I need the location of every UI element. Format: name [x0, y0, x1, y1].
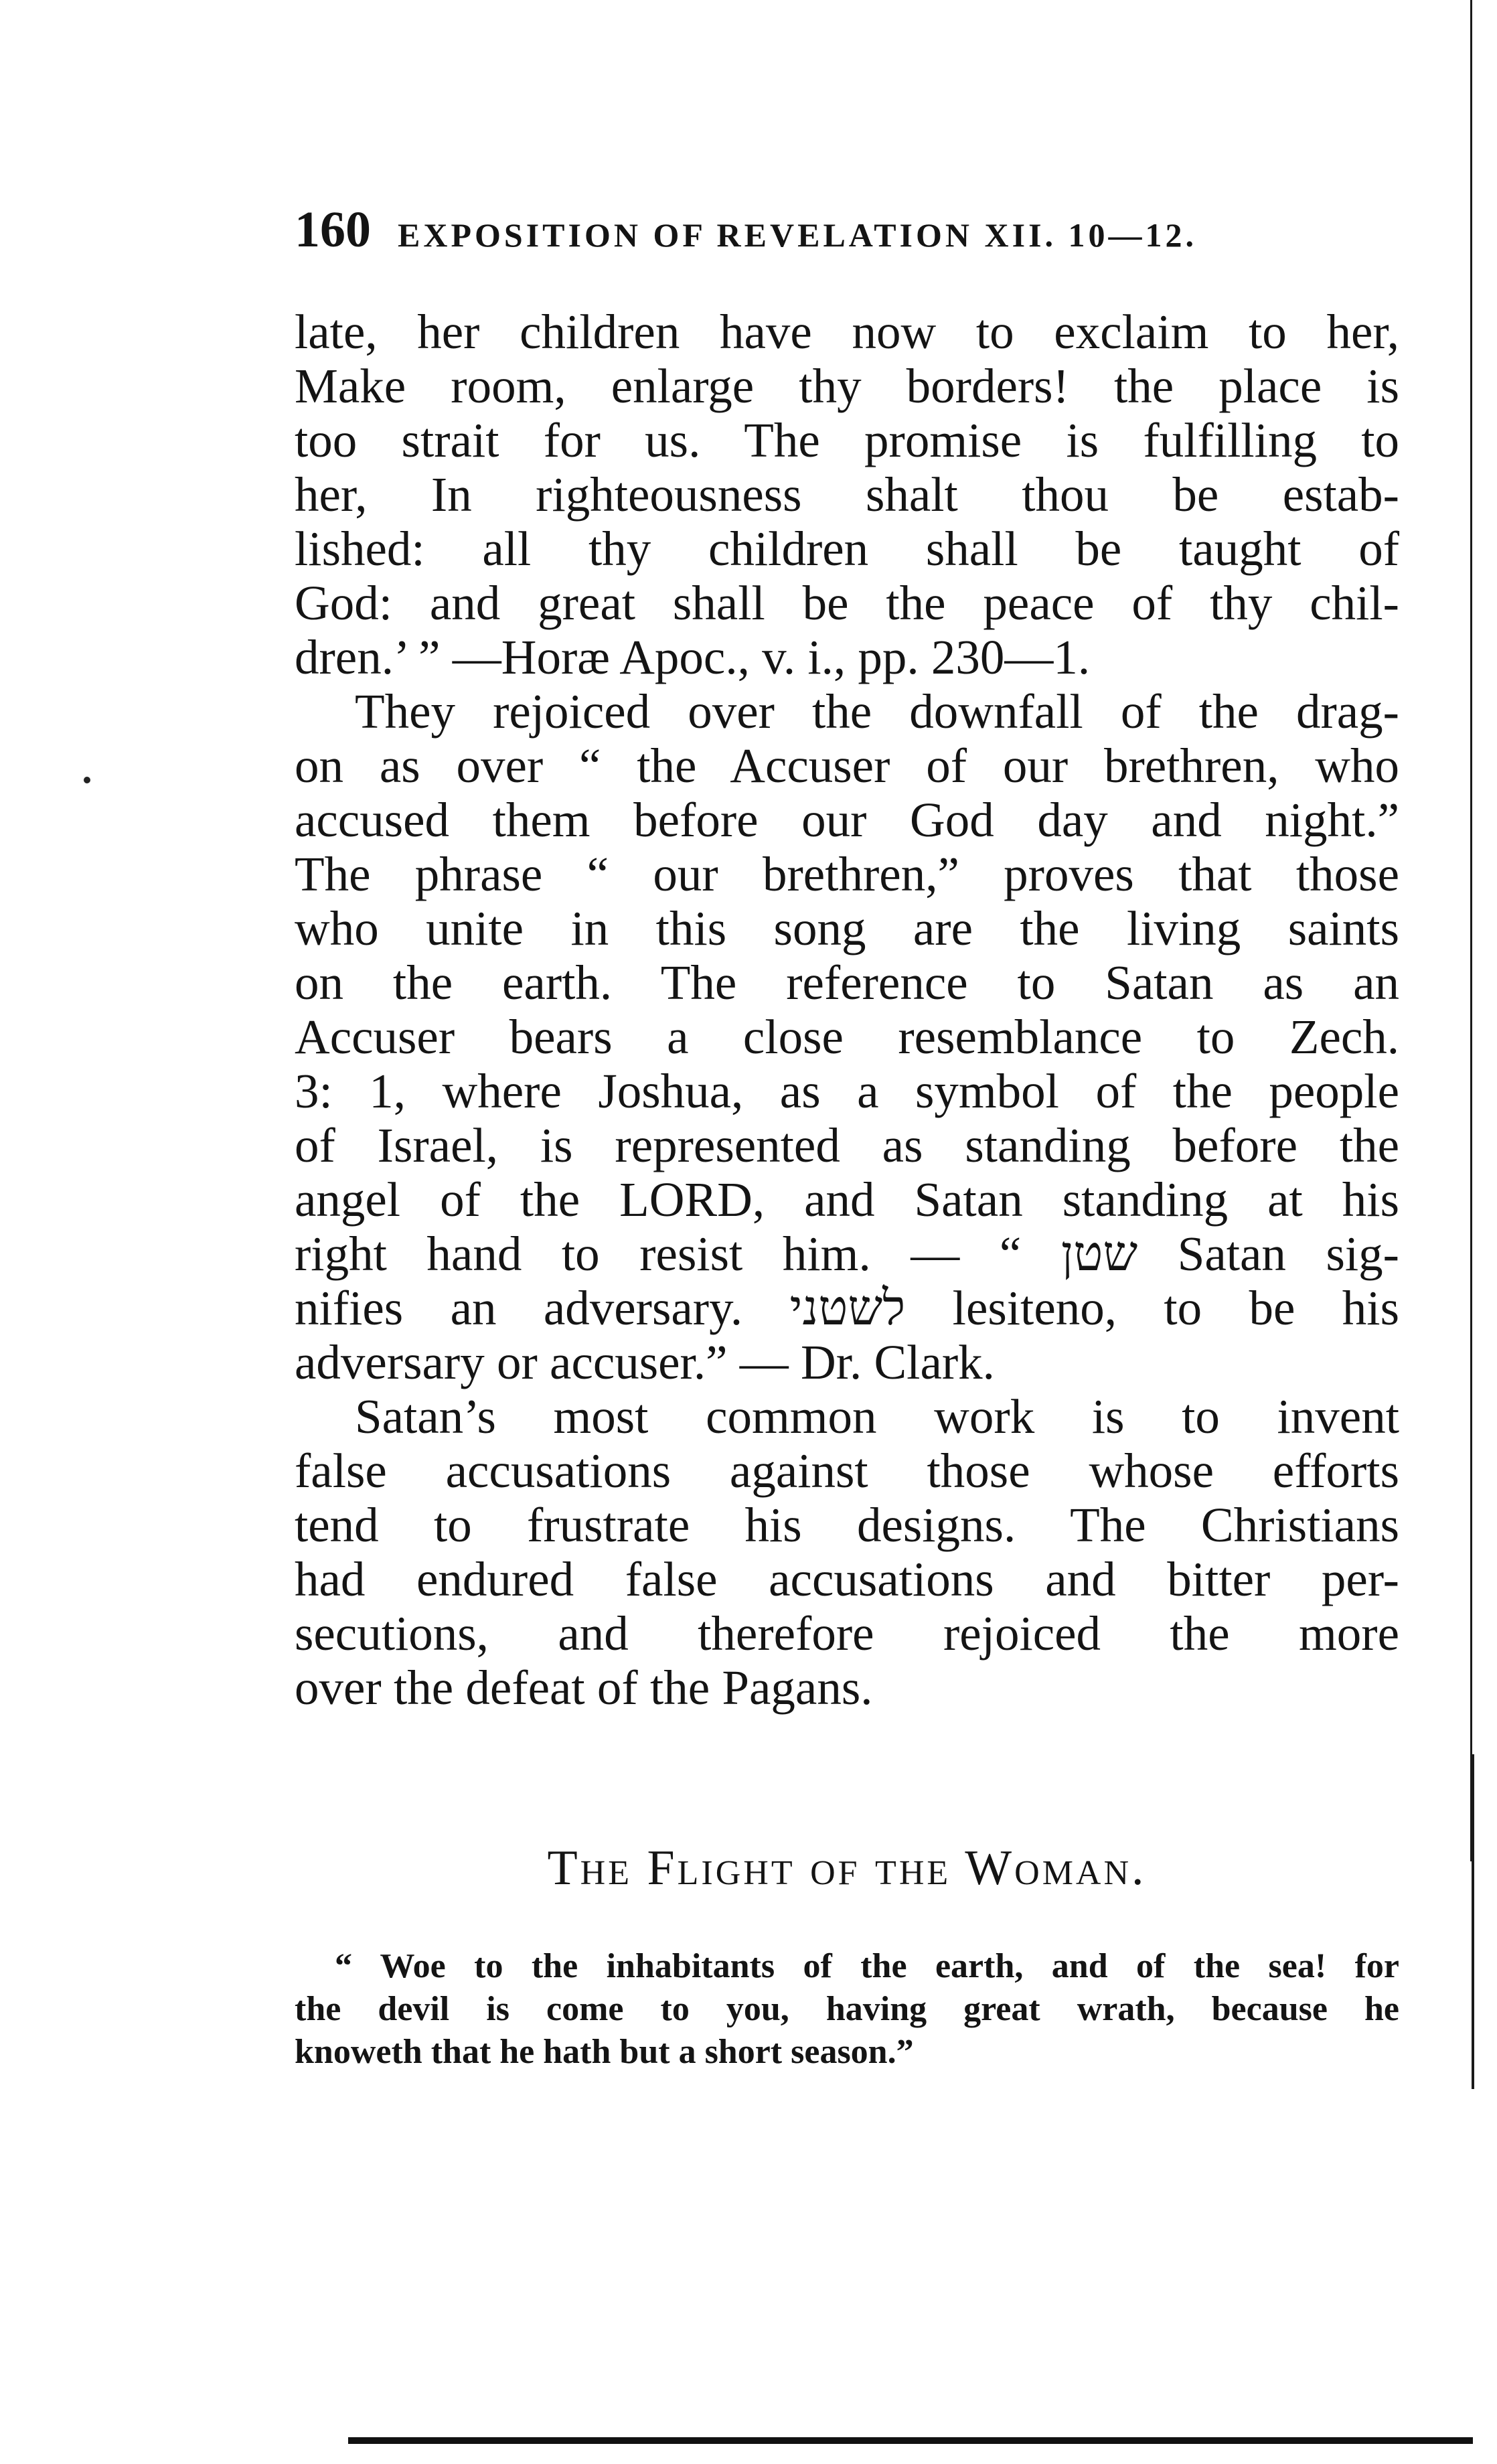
scan-speck: [84, 777, 90, 783]
text-line: God: and great shall be the peace of thy chil-: [295, 576, 1399, 630]
text-line: The phrase “ our brethren,” proves that those: [295, 847, 1399, 901]
text-line: lished: all thy children shall be taught of: [295, 522, 1399, 576]
text-line: late, her children have now to exclaim to her,: [295, 305, 1399, 359]
epigraph-line: “ Woe to the inhabitants of the earth, and of the sea! for: [335, 1947, 1399, 1985]
text-line: false accusations against those whose efforts: [295, 1444, 1399, 1498]
text-line: of Israel, is represented as standing before the: [295, 1118, 1399, 1172]
text-line: too strait for us. The promise is fulfilling to: [295, 413, 1399, 467]
text-line: dren.’ ” —Horæ Apoc., v. i., pp. 230—1.: [295, 630, 1091, 684]
text-line: had endured false accusations and bitter per-: [295, 1552, 1399, 1606]
text-line: who unite in this song are the living saints: [295, 901, 1399, 955]
epigraph-line: the devil is come to you, having great wrath, because he: [295, 1990, 1399, 2028]
text-line: on the earth. The reference to Satan as an: [295, 955, 1399, 1010]
text-line: Accuser bears a close resemblance to Zech.: [295, 1010, 1399, 1064]
text-line: over the defeat of the Pagans.: [295, 1661, 873, 1715]
running-title: EXPOSITION OF REVELATION XII. 10—12.: [398, 216, 1198, 254]
body-text: [295, 305, 1399, 1715]
text-line: Satan’s most common work is to invent: [355, 1389, 1399, 1444]
page-number: 160: [295, 202, 371, 258]
bottom-rule: [348, 2437, 1473, 2444]
text-line: Make room, enlarge thy borders! the place is: [295, 359, 1399, 413]
text-line: adversary or accuser.” — Dr. Clark.: [295, 1335, 995, 1389]
epigraph: [295, 1945, 1399, 2074]
text-line: angel of the LORD, and Satan standing at his: [295, 1172, 1399, 1227]
epigraph-line: knoweth that he hath but a short season.”: [295, 2033, 914, 2071]
page-edge-line: [1470, 0, 1472, 1861]
text-line: tend to frustrate his designs. The Christians: [295, 1498, 1399, 1552]
text-line: secutions, and therefore rejoiced the more: [295, 1606, 1399, 1661]
section-title: The Flight of the Woman.: [547, 1841, 1147, 1896]
text-line: right hand to resist him. — “ שטן Satan sig-: [295, 1227, 1399, 1281]
text-line: her, In righteousness shalt thou be estab-: [295, 467, 1399, 522]
running-head: [295, 201, 1406, 275]
text-line: on as over “ the Accuser of our brethren, who: [295, 739, 1399, 793]
page-edge-line-lower: [1472, 1754, 1474, 2089]
text-line: They rejoiced over the downfall of the drag-: [355, 684, 1399, 739]
text-line: 3: 1, where Joshua, as a symbol of the people: [295, 1064, 1399, 1118]
text-line: nifies an adversary. לשטני lesiteno, to be his: [295, 1281, 1399, 1335]
text-line: accused them before our God day and night.”: [295, 793, 1399, 847]
